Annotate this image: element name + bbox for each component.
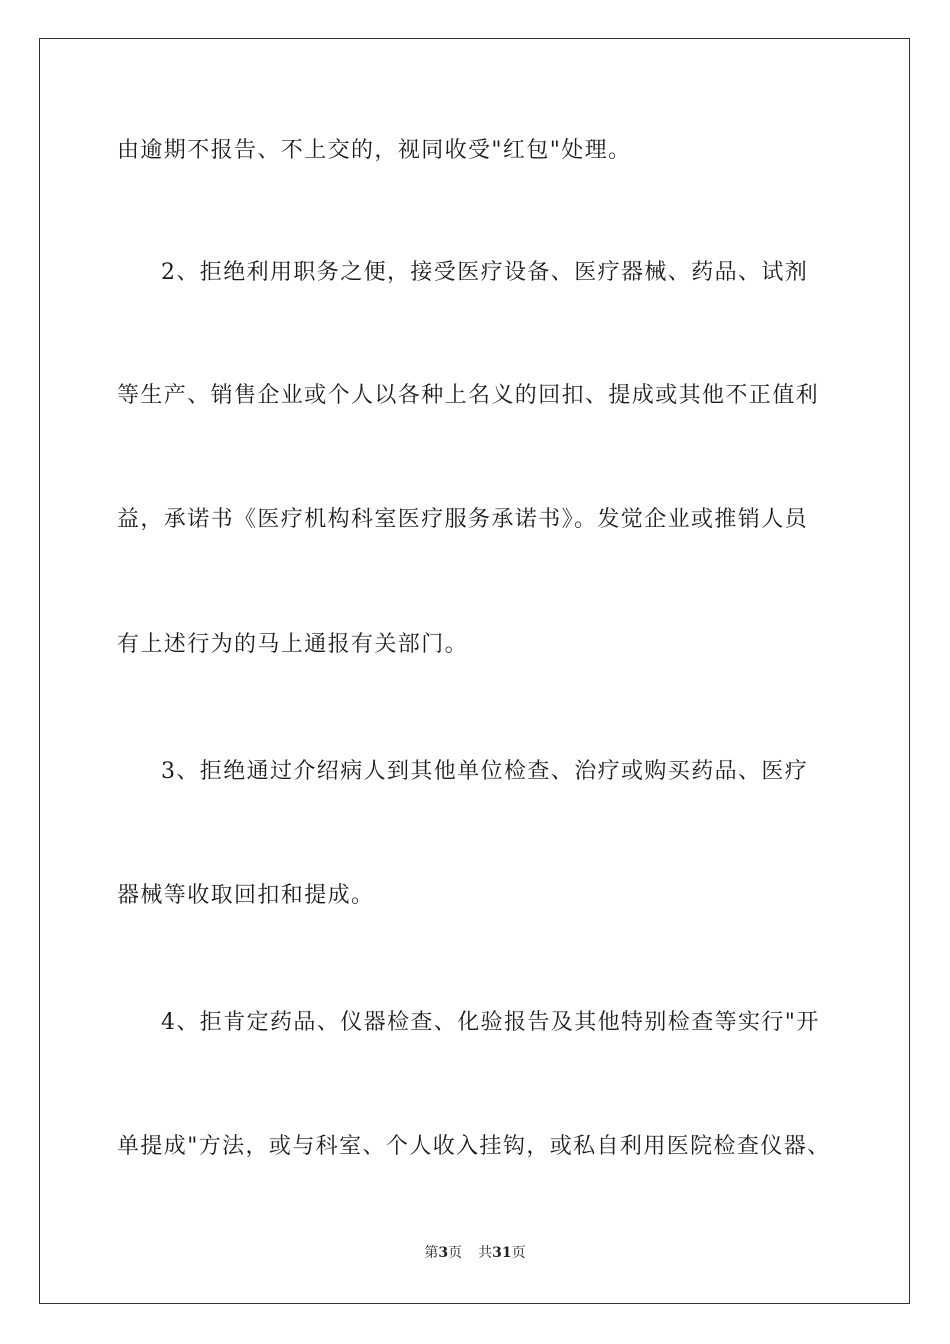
paragraph-line: 有上述行为的马上通报有关部门。 xyxy=(117,632,469,657)
page-label-prefix: 第 xyxy=(424,1245,439,1261)
page-footer xyxy=(0,1244,950,1262)
page-border xyxy=(39,38,910,1304)
paragraph-line: 单提成"方法，或与科室、个人收入挂钩，或私自利用医院检查仪器、 xyxy=(117,1134,831,1159)
page-number: 3 xyxy=(438,1245,449,1261)
total-pages: 31 xyxy=(492,1245,512,1261)
total-label-suffix: 页 xyxy=(511,1245,526,1261)
paragraph-line: 器械等收取回扣和提成。 xyxy=(117,883,375,908)
paragraph-line: 由逾期不报告、不上交的，视同收受"红包"处理。 xyxy=(117,138,632,163)
page-label-suffix: 页 xyxy=(448,1245,463,1261)
paragraph-line: 4、拒肯定药品、仪器检查、化验报告及其他特别检查等实行"开 xyxy=(161,1010,820,1035)
paragraph-line: 2、拒绝利用职务之便，接受医疗设备、医疗器械、药品、试剂 xyxy=(161,260,809,285)
paragraph-line: 益，承诺书《医疗机构科室医疗服务承诺书》。发觉企业或推销人员 xyxy=(117,507,809,532)
total-label-prefix: 共 xyxy=(478,1245,493,1261)
paragraph-line: 3、拒绝通过介绍病人到其他单位检查、治疗或购买药品、医疗 xyxy=(161,759,809,784)
paragraph-line: 等生产、销售企业或个人以各种上名义的回扣、提成或其他不正值利 xyxy=(117,383,820,408)
